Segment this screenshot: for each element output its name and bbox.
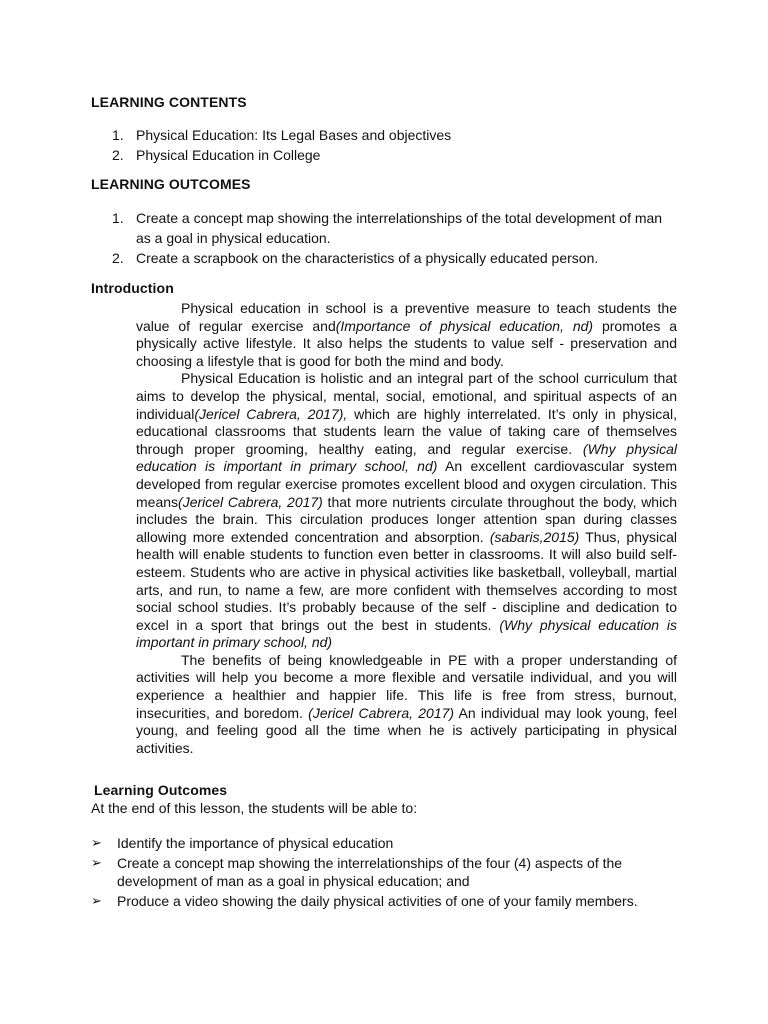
- list-text: Identify the importance of physical education: [117, 835, 394, 851]
- introduction-body: [136, 300, 677, 757]
- citation: (Jericel Cabrera, 2017),: [194, 405, 348, 422]
- list-text: Produce a video showing the daily physical activities of one of your family members.: [117, 893, 638, 909]
- paragraph-text: that more nutrients circulate throughout the body, which includes the brain. This circulation produces longer attention span during classes allowing more extended concentration and absorption.: [136, 493, 677, 545]
- list-item: [91, 892, 686, 910]
- intro-paragraph-2: [136, 370, 677, 652]
- arrow-bullet-icon: ➢: [91, 835, 102, 850]
- introduction-heading: Introduction: [91, 280, 174, 296]
- paragraph-text: Physical Education is holistic and an integral part of the school curriculum that aims to develop the physical, mental, social, emotional, and spiritual aspects of an individual: [136, 370, 677, 422]
- arrow-bullet-icon: ➢: [91, 855, 102, 870]
- list-number: 2.: [112, 250, 124, 266]
- learning-outcomes-heading: LEARNING OUTCOMES: [91, 176, 251, 192]
- citation: (Why physical education is important in primary school, nd): [136, 440, 677, 475]
- list-number: 1.: [112, 127, 124, 143]
- intro-paragraph-1: [136, 300, 677, 370]
- paragraph-text: The benefits of being knowledgeable in PE with a proper understanding of activities will help you become a more flexible and versatile individual, and you will experience a healthier and happier life. This life is free from stress, burnout, insecurities, and boredom.: [136, 651, 677, 721]
- list-item: [91, 834, 686, 852]
- list-item: [91, 145, 691, 165]
- learning-outcomes-list: [91, 208, 678, 268]
- paragraph-text: Physical education in school is a preventive measure to teach students the value of regular exercise and: [136, 300, 677, 334]
- lesson-outcomes-list: [91, 834, 686, 912]
- lesson-outcomes-lead: At the end of this lesson, the students will be able to:: [91, 800, 418, 816]
- paragraph-text: Thus, physical health will enable students to function even better in classrooms. It will also build self-esteem. Students who are active in physical activities like basketball, volleyball, martial arts, and run, to name a few, are more confident with themselves according to most social school studies. It’s probably because of the self - discipline and dedication to excel in a sport that brings out the best in students.: [136, 528, 677, 633]
- list-item: [91, 854, 686, 890]
- lesson-outcomes-heading: Learning Outcomes: [94, 782, 228, 798]
- list-item: [91, 248, 678, 268]
- list-item: [91, 208, 678, 248]
- list-text: Create a concept map showing the interrelationships of the four (4) aspects of the development of man as a goal in physical education; and: [117, 855, 623, 889]
- list-text: Physical Education: Its Legal Bases and objectives: [136, 127, 452, 143]
- arrow-bullet-icon: ➢: [91, 893, 102, 908]
- list-item: [91, 125, 691, 145]
- list-number: 1.: [112, 210, 124, 226]
- citation: (Jericel Cabrera, 2017): [178, 493, 323, 510]
- list-text: Create a concept map showing the interrelationships of the total development of man as a goal in physical education.: [136, 210, 663, 246]
- learning-contents-list: [91, 125, 691, 165]
- citation: (Importance of physical education, nd): [335, 317, 594, 334]
- list-text: Physical Education in College: [136, 147, 321, 163]
- paragraph-text: promotes a physically active lifestyle. It also helps the students to value self - preservation and choosing a lifestyle that is good for both the mind and body.: [136, 317, 677, 369]
- paragraph-text: An individual may look young, feel young, and feeling good all the time when he is actively participating in physical activities.: [136, 704, 678, 756]
- paragraph-text: An excellent cardiovascular system developed from regular exercise promotes excellent blood and oxygen circulation. This means: [136, 458, 678, 510]
- paragraph-text: which are highly interrelated. It’s only in physical, educational classrooms that students learn the value of taking care of themselves through proper grooming, healthy eating, and regular exercise.: [136, 405, 677, 457]
- learning-contents-heading: LEARNING CONTENTS: [91, 94, 247, 110]
- citation: (sabaris,2015): [489, 528, 580, 545]
- list-text: Create a scrapbook on the characteristics of a physically educated person.: [136, 250, 599, 266]
- citation: (Jericel Cabrera, 2017): [308, 704, 455, 721]
- list-number: 2.: [112, 147, 124, 163]
- citation: (Why physical education is important in primary school, nd): [136, 616, 677, 651]
- intro-paragraph-3: [136, 652, 677, 758]
